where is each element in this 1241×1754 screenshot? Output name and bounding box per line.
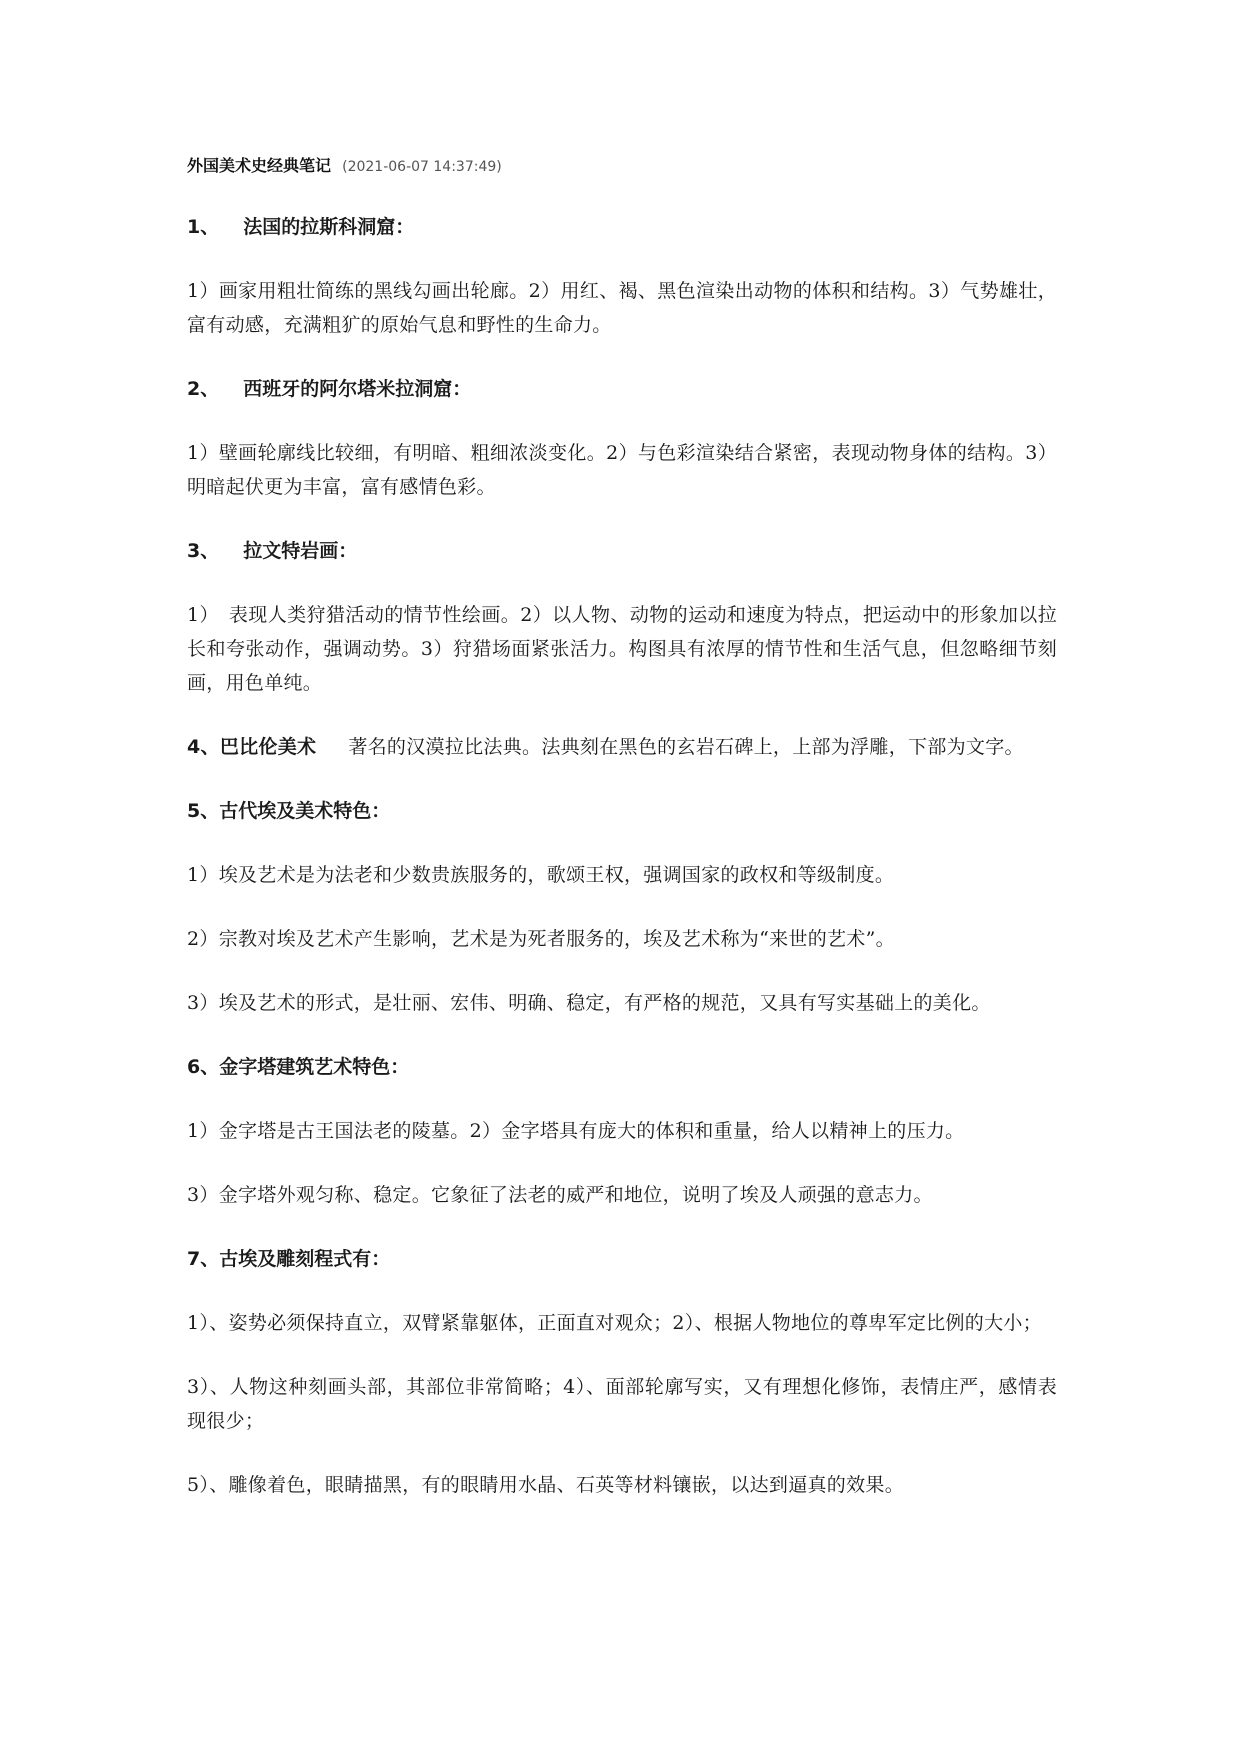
section-1-number: 1、 [187,216,220,238]
section-7-heading: 7、古埃及雕刻程式有： [187,1248,391,1270]
section-5-paragraph-3: 3）埃及艺术的形式，是壮丽、宏伟、明确、稳定，有严格的规范，又具有写实基础上的美化。 [187,992,991,1014]
document-title: 外国美术史经典笔记 [187,156,332,175]
section-4-heading: 4、巴比伦美术 [187,736,317,758]
section-7-paragraph-2: 3）、人物这种刻画头部，其部位非常简略；4）、面部轮廓写实，又有理想化修饰，表情庄严，感情表现很少； [187,1376,1057,1432]
section-3-title: 拉文特岩画： [243,540,358,562]
document-page [187,152,1057,1532]
section-2-number: 2、 [187,378,220,400]
section-3-paragraph: 1） 表现人类狩猎活动的情节性绘画。2）以人物、动物的运动和速度为特点，把运动中的形象加以拉长和夸张动作，强调动势。3）狩猎场面紧张活力。构图具有浓厚的情节性和生活气息，但忽略细节刻画，用色单纯。 [187,604,1057,694]
section-6-paragraph-2: 3）金字塔外观匀称、稳定。它象征了法老的威严和地位，说明了埃及人顽强的意志力。 [187,1184,933,1206]
section-2-paragraph: 1）壁画轮廓线比较细，有明暗、粗细浓淡变化。2）与色彩渲染结合紧密，表现动物身体的结构。3）明暗起伏更为丰富，富有感情色彩。 [187,442,1057,498]
document-header [187,152,1057,180]
section-6-paragraph-1: 1）金字塔是古王国法老的陵墓。2）金字塔具有庞大的体积和重量，给人以精神上的压力。 [187,1120,965,1142]
section-4-text: 著名的汉漠拉比法典。法典刻在黑色的玄岩石碑上，上部为浮雕，下部为文字。 [348,736,1024,758]
section-7-paragraph-3: 5）、雕像着色，眼睛描黑，有的眼睛用水晶、石英等材料镶嵌，以达到逼真的效果。 [187,1474,904,1496]
section-1-title: 法国的拉斯科洞窟： [243,216,415,238]
section-3-number: 3、 [187,540,220,562]
section-2-title: 西班牙的阿尔塔米拉洞窟： [243,378,472,400]
section-4-paragraph [187,730,1057,764]
section-5-paragraph-2: 2）宗教对埃及艺术产生影响，艺术是为死者服务的，埃及艺术称为“来世的艺术”。 [187,928,895,950]
section-1-paragraph: 1）画家用粗壮简练的黑线勾画出轮廊。2）用红、褐、黑色渲染出动物的体积和结构。3）气势雄壮，富有动感，充满粗犷的原始气息和野性的生命力。 [187,280,1057,336]
section-2-heading [187,372,1057,406]
section-1-heading [187,210,1057,244]
section-6-heading: 6、金字塔建筑艺术特色： [187,1056,410,1078]
document-timestamp: (2021-06-07 14:37:49) [342,159,502,175]
section-3-heading [187,534,1057,568]
section-5-paragraph-1: 1）埃及艺术是为法老和少数贵族服务的，歌颂王权，强调国家的政权和等级制度。 [187,864,895,886]
section-5-heading: 5、古代埃及美术特色： [187,800,391,822]
section-7-paragraph-1: 1）、姿势必须保持直立，双臂紧靠躯体，正面直对观众；2）、根据人物地位的尊卑军定比例的大小； [187,1312,1042,1334]
